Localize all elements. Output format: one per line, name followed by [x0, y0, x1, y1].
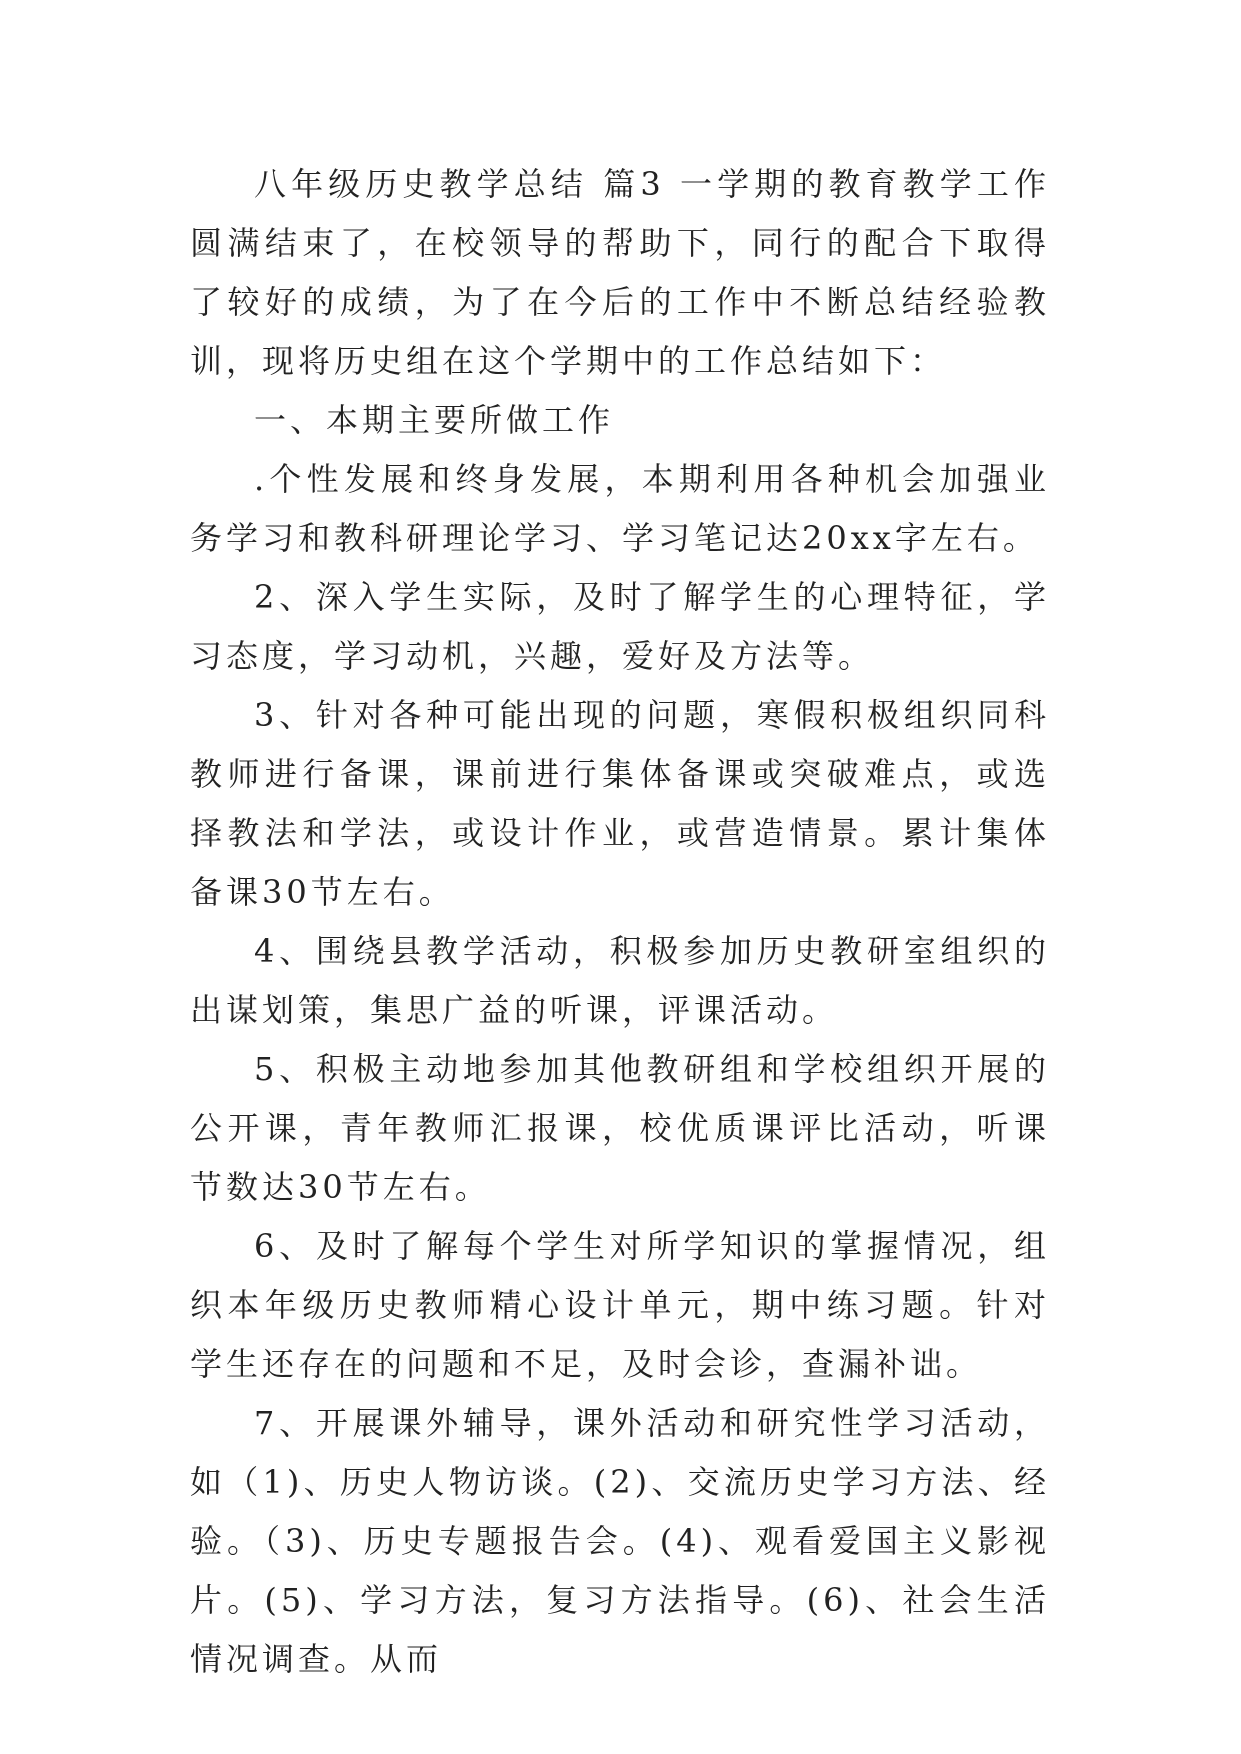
paragraph-item-6: 6、及时了解每个学生对所学知识的掌握情况，组织本年级历史教师精心设计单元，期中练习题。针对学生还存在的问题和不足，及时会诊，查漏补诎。 — [190, 1227, 1050, 1383]
paragraph-item-5: 5、积极主动地参加其他教研组和学校组织开展的公开课，青年教师汇报课，校优质课评比活动，听课节数达30节左右。 — [190, 1050, 1050, 1206]
paragraph-item-3: 3、针对各种可能出现的问题，寒假积极组织同科教师进行备课，课前进行集体备课或突破难点，或选择教法和学法，或设计作业，或营造情景。累计集体备课30节左右。 — [190, 696, 1050, 911]
paragraph-item-2: 2、深入学生实际，及时了解学生的心理特征，学习态度，学习动机，兴趣，爱好及方法等。 — [190, 578, 1050, 675]
paragraph-intro: 八年级历史教学总结 篇3 一学期的教育教学工作圆满结束了，在校领导的帮助下，同行的配合下取得了较好的成绩，为了在今后的工作中不断总结经验教训，现将历史组在这个学期中的工作总结如下： — [190, 165, 1050, 380]
document-body — [190, 155, 1050, 1689]
section-heading: 一、本期主要所做工作 — [254, 401, 615, 439]
paragraph-item-1: .个性发展和终身发展，本期利用各种机会加强业务学习和教科研理论学习、学习笔记达20xx字左右。 — [190, 460, 1050, 557]
paragraph-item-4: 4、围绕县教学活动，积极参加历史教研室组织的出谋划策，集思广益的听课，评课活动。 — [190, 932, 1050, 1029]
paragraph-item-7: 7、开展课外辅导，课外活动和研究性学习活动，如（1)、历史人物访谈。(2)、交流历史学习方法、经验。（3)、历史专题报告会。(4)、观看爱国主义影视片。(5)、学习方法，复习方法指导。(6)、社会生活情况调查。从而 — [190, 1404, 1050, 1678]
